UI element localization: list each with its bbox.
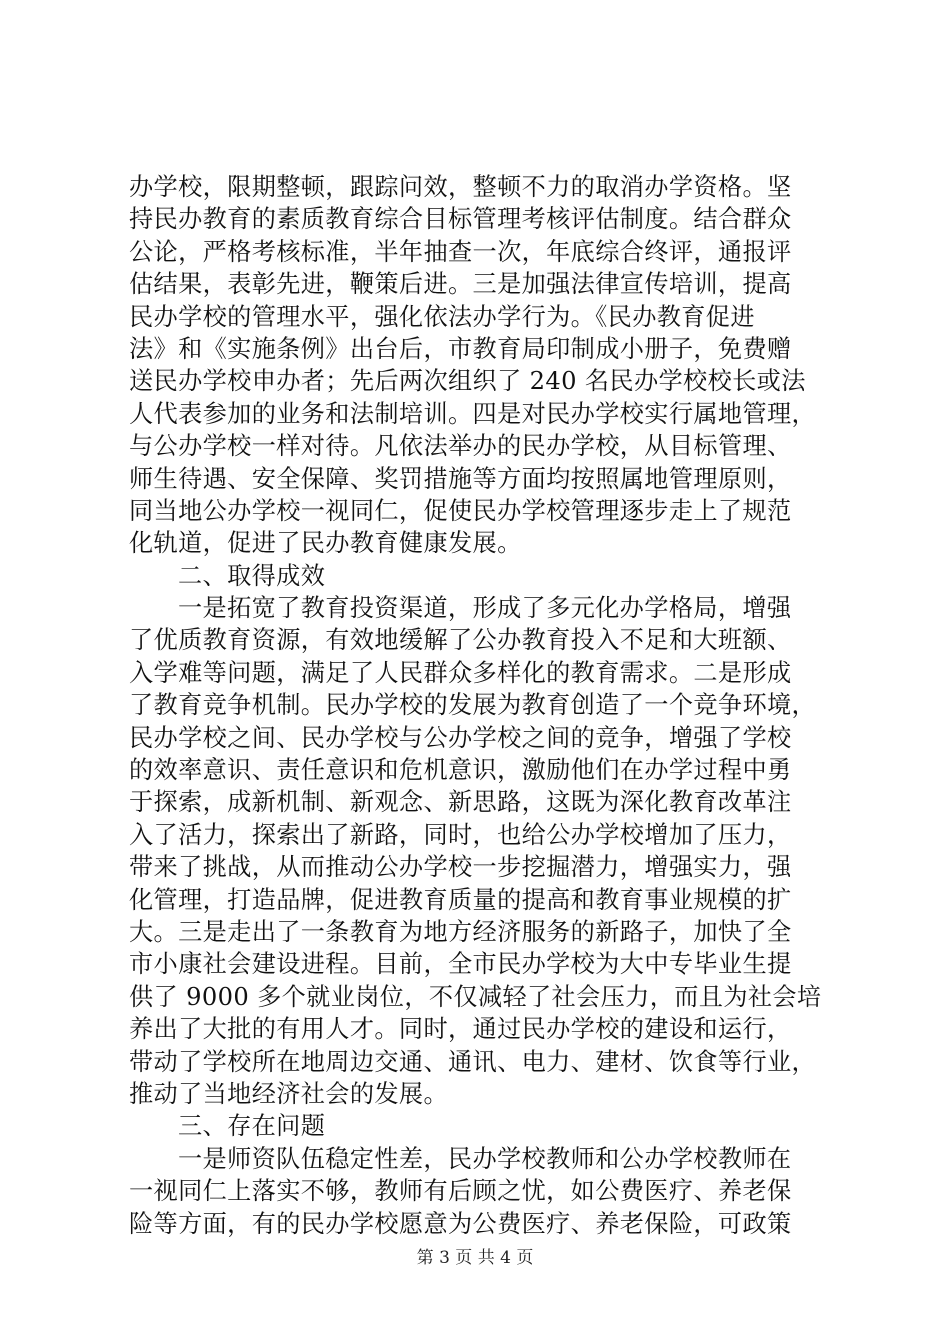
document-body [129, 171, 831, 1240]
text-line: 带动了学校所在地周边交通、通讯、电力、建材、饮食等行业， [129, 1047, 817, 1076]
text-line: 化管理，打造品牌，促进教育质量的提高和教育事业规模的扩 [129, 885, 792, 914]
text-line: 与公办学校一样对待。凡依法举办的民办学校，从目标管理、 [129, 432, 792, 461]
text-line: 入了活力，探索出了新路，同时，也给公办学校增加了压力， [129, 820, 792, 849]
text-line: 法》和《实施条例》出台后，市教育局印制成小册子，免费赠 [129, 334, 792, 363]
text-line: 入学难等问题，满足了人民群众多样化的教育需求。二是形成 [129, 658, 792, 687]
section-heading: 三、存在问题 [178, 1112, 326, 1141]
text-line: 于探索，成新机制、新观念、新思路，这既为深化教育改革注 [129, 788, 792, 817]
text-line: 同当地公办学校一视同仁，促使民办学校管理逐步走上了规范 [129, 496, 792, 525]
text-line: 持民办教育的素质教育综合目标管理考核评估制度。结合群众 [129, 205, 792, 234]
text-line: 险等方面，有的民办学校愿意为公费医疗、养老保险，可政策 [129, 1209, 792, 1238]
text-line: 供了 9000 多个就业岗位，不仅减轻了社会压力，而且为社会培 [129, 982, 822, 1011]
text-line: 了教育竞争机制。民办学校的发展为教育创造了一个竞争环境， [129, 691, 817, 720]
text-line: 人代表参加的业务和法制培训。四是对民办学校实行属地管理， [129, 399, 817, 428]
text-line: 了优质教育资源，有效地缓解了公办教育投入不足和大班额、 [129, 626, 792, 655]
text-line: 师生待遇、安全保障、奖罚措施等方面均按照属地管理原则， [129, 464, 792, 493]
text-line: 民办学校的管理水平，强化依法办学行为。《民办教育促进 [129, 302, 755, 331]
text-line: 民办学校之间、民办学校与公办学校之间的竞争，增强了学校 [129, 723, 792, 752]
text-line: 估结果，表彰先进，鞭策后进。三是加强法律宣传培训，提高 [129, 270, 792, 299]
text-line: 大。三是走出了一条教育为地方经济服务的新路子，加快了全 [129, 917, 792, 946]
text-line: 带来了挑战，从而推动公办学校一步挖掘潜力，增强实力，强 [129, 853, 792, 882]
text-line: 办学校，限期整顿，跟踪问效，整顿不力的取消办学资格。坚 [129, 173, 792, 201]
section-heading: 二、取得成效 [178, 561, 326, 590]
text-line: 一是师资队伍稳定性差，民办学校教师和公办学校教师在 [178, 1144, 792, 1173]
page-number-footer: 第 3 页 共 4 页 [416, 1248, 534, 1268]
text-line: 送民办学校申办者；先后两次组织了 240 名民办学校校长或法 [129, 367, 806, 396]
text-line: 市小康社会建设进程。目前，全市民办学校为大中专毕业生提 [129, 950, 792, 979]
text-line: 的效率意识、责任意识和危机意识，激励他们在办学过程中勇 [129, 756, 792, 785]
text-line: 公论，严格考核标准，半年抽查一次，年底综合终评，通报评 [129, 237, 792, 266]
text-line: 养出了大批的有用人才。同时，通过民办学校的建设和运行， [129, 1015, 792, 1044]
text-line: 推动了当地经济社会的发展。 [129, 1079, 448, 1108]
text-line: 化轨道，促进了民办教育健康发展。 [129, 529, 522, 558]
text-line: 一视同仁上落实不够，教师有后顾之忧，如公费医疗、养老保 [129, 1177, 792, 1206]
text-line: 一是拓宽了教育投资渠道，形成了多元化办学格局，增强 [178, 594, 792, 623]
